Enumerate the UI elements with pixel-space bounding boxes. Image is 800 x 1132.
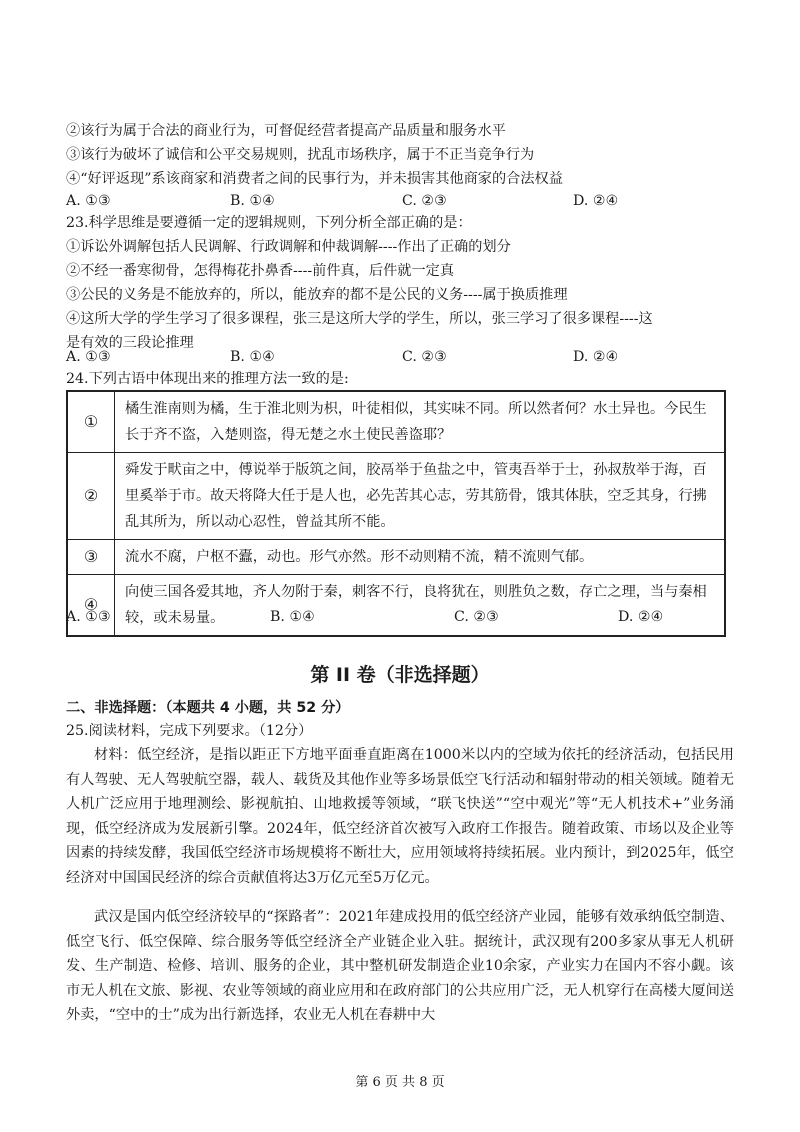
row-number: ④ [67,575,115,637]
material-paragraph-1 [66,743,734,890]
choice-c: C. ②③ [402,193,447,209]
quote-text: 向使三国各爱其地，齐人勿附于秦，刺客不行，良将犹在，则胜负之数，存亡之理，当与秦相较，或未易量。 [115,575,726,637]
choice-d: D. ②④ [573,193,619,209]
q22-option-3: ③该行为破坏了诚信和公平交易规则，扰乱市场秩序，属于不正当竞争行为 [66,147,535,163]
choice-a: A. ①③ [66,349,111,365]
table-row [67,453,725,540]
q24-choices [66,607,726,627]
q23-option-1: ①诉讼外调解包括人民调解、行政调解和仲裁调解----作出了正确的划分 [66,239,511,255]
choice-d: D. ②④ [573,349,619,365]
q23-option-3: ③公民的义务是不能放弃的，所以，能放弃的都不是公民的义务----属于换质推理 [66,287,568,303]
row-number: ③ [67,540,115,575]
choice-a: A. ①③ [66,193,111,209]
q23-option-2: ②不经一番寒彻骨，怎得梅花扑鼻香----前件真，后件就一定真 [66,263,455,279]
choice-b: B. ①④ [230,193,275,209]
q24-stem: 24.下列古语中体现出来的推理方法一致的是: [66,371,349,387]
choice-c: C. ②③ [454,609,499,625]
choice-d: D. ②④ [618,609,664,625]
q23-choices [66,347,726,367]
paragraph-text: 武汉是国内低空经济较早的“探路者”：2021年建成投用的低空经济产业园，能够有效承纳低空制造、低空飞行、低空保障、综合服务等低空经济全产业链企业入驻。据统计，武汉现有200多家从事无人机研发、生产制造、检修、培训、服务的企业，其中整机研发制造企业10余家，产业实力在国内不容小觑。该市无人机在文旅、影视、农业等领域的商业应用和在政府部门的公共应用广泛，无人机穿行在高楼大厦间送外卖，“空中的士”成为出行新选择，农业无人机在春耕中大 [66,909,734,1023]
q23-option-4: ④这所大学的学生学习了很多课程，张三是这所大学的学生，所以，张三学习了很多课程----这 [66,311,653,327]
choice-b: B. ①④ [270,609,315,625]
choice-c: C. ②③ [402,349,447,365]
choice-b: B. ①④ [230,349,275,365]
page-footer: 第 6 页 共 8 页 [355,1075,445,1090]
q24-quote-table [66,390,726,637]
part-title: 第 II 卷（非选择题） [310,664,490,686]
paragraph-text: 材料：低空经济，是指以距正下方地平面垂直距离在1000米以内的空域为依托的经济活动，包括民用有人驾驶、无人驾驶航空器，载人、载货及其他作业等多场景低空飞行活动和辐射带动的相关领域。随着无人机广泛应用于地理测绘、影视航拍、山地救援等领域，“联飞快送”“空中观光”等“无人机技术+”业务涌现，低空经济成为发展新引擎。2024年，低空经济首次被写入政府工作报告。随着政策、市场以及企业等因素的持续发酵，我国低空经济市场规模将不断壮大，应用领域将持续拓展。业内预计，到2025年，低空经济对中国国民经济的综合贡献值将达3万亿元至5万亿元。 [66,747,734,886]
row-number: ② [67,453,115,540]
material-paragraph-2 [66,905,734,1028]
q23-option-4-cont: 是有效的三段论推理 [66,335,194,351]
q22-option-4: ④“好评返现”系该商家和消费者之间的民事行为，并未损害其他商家的合法权益 [66,171,563,187]
quote-text: 流水不腐，户枢不蠹，动也。形气亦然。形不动则精不流，精不流则气郁。 [115,540,726,575]
q22-choices [66,191,726,211]
choice-a: A. ①③ [66,609,111,625]
quote-text: 橘生淮南则为橘，生于淮北则为枳，叶徒相似，其实味不同。所以然者何？水土异也。今民生长于齐不盗，入楚则盗，得无楚之水土使民善盗耶？ [115,391,726,453]
section-heading: 二、非选择题：（本题共 4 小题，共 52 分） [66,700,350,716]
row-number: ① [67,391,115,453]
table-row [67,391,725,453]
q22-option-2: ②该行为属于合法的商业行为，可督促经营者提高产品质量和服务水平 [66,123,506,139]
q25-stem: 25.阅读材料，完成下列要求。（12分） [66,723,313,739]
table-row [67,540,725,575]
q23-stem: 23.科学思维是要遵循一定的逻辑规则，下列分析全部正确的是： [66,215,472,231]
quote-text: 舜发于畎亩之中，傅说举于版筑之间，胶鬲举于鱼盐之中，管夷吾举于士，孙叔敖举于海，百里奚举于市。故天将降大任于是人也，必先苦其心志，劳其筋骨，饿其体肤，空乏其身，行拂乱其所为，所以动心忍性，曾益其所不能。 [115,453,726,540]
